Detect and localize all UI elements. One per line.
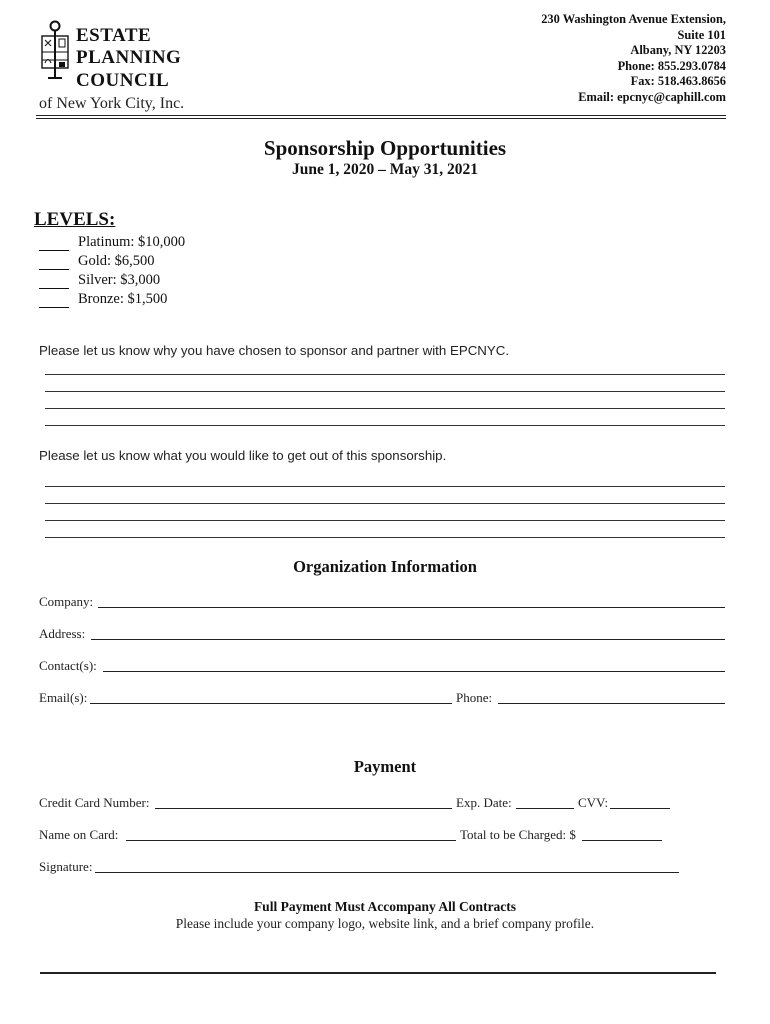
answer-line-goals-2[interactable] <box>45 503 725 504</box>
answer-line-goals-1[interactable] <box>45 486 725 487</box>
level-label: Silver: $3,000 <box>78 272 161 288</box>
level-item-platinum <box>39 232 185 251</box>
council-emblem-icon <box>38 20 72 80</box>
page-title: Sponsorship Opportunities <box>263 136 507 160</box>
level-select-blank-gold[interactable] <box>39 258 69 270</box>
address-suite: Suite 101 <box>677 27 726 42</box>
emails-field[interactable] <box>90 703 452 704</box>
name-on-card-label: Name on Card: <box>39 827 119 842</box>
signature-label: Signature: <box>39 859 93 874</box>
phone-field[interactable] <box>498 703 725 704</box>
level-item-silver <box>39 270 185 289</box>
level-select-blank-silver[interactable] <box>39 277 69 289</box>
question-why-sponsor: Please let us know why you have chosen to sponsor and partner with EPCNYC. <box>39 343 510 358</box>
answer-line-why-1[interactable] <box>45 374 725 375</box>
card-number-label: Credit Card Number: <box>39 795 150 810</box>
answer-line-why-4[interactable] <box>45 425 725 426</box>
logo-word-council: COUNCIL <box>76 70 170 91</box>
payment-notice: Full Payment Must Accompany All Contracts <box>253 899 517 914</box>
address-fax: Fax: 518.463.8656 <box>630 74 726 89</box>
contacts-field[interactable] <box>103 671 725 672</box>
header-divider-second <box>36 118 726 119</box>
card-number-field[interactable] <box>155 808 452 809</box>
address-email: Email: epcnyc@caphill.com <box>578 89 726 104</box>
exp-date-field[interactable] <box>516 808 574 809</box>
address-city: Albany, NY 12203 <box>630 43 726 58</box>
total-charged-label: Total to be Charged: $ <box>460 827 576 842</box>
level-item-gold <box>39 251 185 270</box>
company-field[interactable] <box>98 607 725 608</box>
answer-line-goals-4[interactable] <box>45 537 725 538</box>
total-charged-field[interactable] <box>582 840 662 841</box>
logo-word-planning: PLANNING <box>76 47 182 68</box>
cvv-label: CVV: <box>578 795 609 810</box>
address-field[interactable] <box>91 639 725 640</box>
answer-line-why-3[interactable] <box>45 408 725 409</box>
organization-section-title: Organization Information <box>293 557 477 576</box>
payment-section-title: Payment <box>353 757 417 776</box>
contact-address-block <box>541 12 726 106</box>
footer-divider <box>40 972 716 974</box>
address-phone: Phone: 855.293.0784 <box>617 58 726 73</box>
address-street: 230 Washington Avenue Extension, <box>541 12 726 26</box>
name-on-card-field[interactable] <box>126 840 456 841</box>
logo-subtitle: of New York City, Inc. <box>39 95 185 112</box>
company-label: Company: <box>39 594 94 609</box>
phone-label: Phone: <box>456 690 493 705</box>
page-subtitle-dates: June 1, 2020 – May 31, 2021 <box>292 161 478 178</box>
logo-word-estate: ESTATE <box>76 25 152 46</box>
level-select-blank-platinum[interactable] <box>39 239 69 251</box>
question-sponsorship-goals: Please let us know what you would like to get out of this sponsorship. <box>39 448 447 463</box>
cvv-field[interactable] <box>610 808 670 809</box>
contacts-label: Contact(s): <box>39 658 97 673</box>
exp-date-label: Exp. Date: <box>456 795 512 810</box>
address-label: Address: <box>39 626 86 641</box>
level-label: Platinum: $10,000 <box>78 234 186 250</box>
signature-field[interactable] <box>95 872 679 873</box>
levels-list <box>39 232 185 308</box>
submission-instructions: Please include your company logo, website link, and a brief company profile. <box>175 916 595 931</box>
header-divider <box>36 115 726 116</box>
level-item-bronze <box>39 289 185 308</box>
council-logo <box>36 18 246 118</box>
answer-line-goals-3[interactable] <box>45 520 725 521</box>
level-label: Bronze: $1,500 <box>78 291 168 307</box>
emails-label: Email(s): <box>39 690 88 705</box>
level-select-blank-bronze[interactable] <box>39 296 69 308</box>
answer-line-why-2[interactable] <box>45 391 725 392</box>
levels-heading: LEVELS: <box>34 209 116 230</box>
level-label: Gold: $6,500 <box>78 253 155 269</box>
